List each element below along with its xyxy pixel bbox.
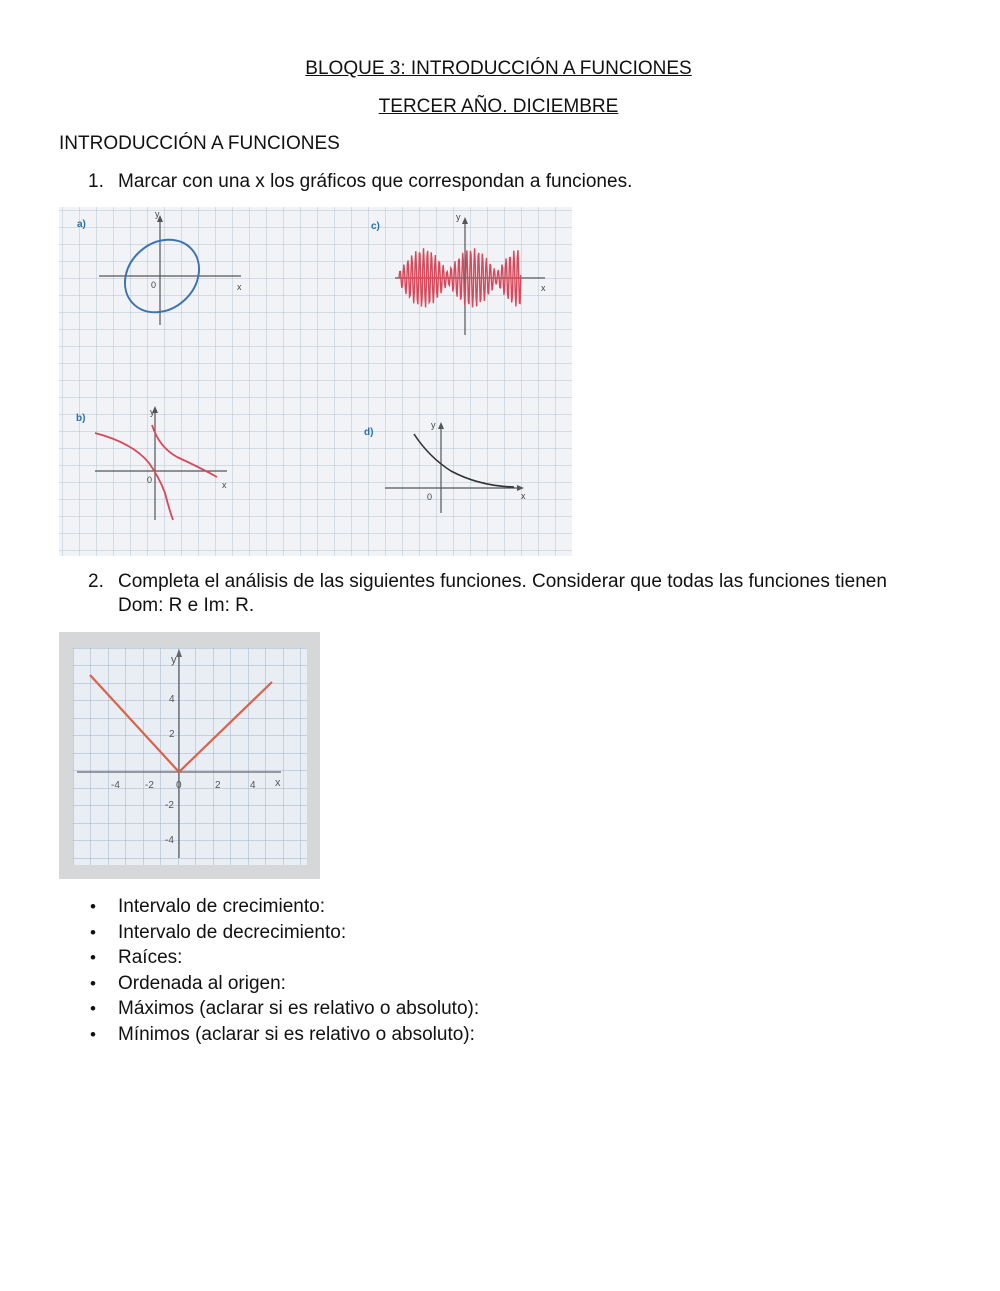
x-tick-label: 0 (176, 780, 182, 791)
abs-value-graph (59, 632, 320, 879)
analysis-item-label: Máximos (aclarar si es relativo o absoluto): (118, 998, 480, 1019)
analysis-item-label: Raíces: (118, 947, 183, 968)
y-tick-label: -2 (165, 800, 174, 811)
graph-c-y-label: y (456, 212, 461, 222)
x-tick-label: -4 (111, 780, 120, 791)
graph-a-origin: 0 (151, 280, 157, 290)
graph-b-origin: 0 (147, 475, 153, 485)
analysis-item-label: Intervalo de crecimiento: (118, 896, 325, 917)
exercise-1-number: 1. (88, 171, 104, 192)
graph-a-label: a) (77, 219, 86, 230)
analysis-item (90, 896, 325, 918)
analysis-item-label: Mínimos (aclarar si es relativo o absoluto): (118, 1023, 475, 1045)
graph-a-y-label: y (155, 209, 160, 219)
graphs-figure (59, 207, 572, 556)
graph-c-x-label: x (541, 283, 546, 293)
exercise-2-text-line-2: Dom: R e Im: R. (118, 595, 255, 616)
graph-b-x-label: x (222, 480, 227, 490)
exercise-2-number: 2. (88, 571, 104, 592)
bullet-icon: • (90, 999, 96, 1018)
graph-grid (73, 648, 307, 865)
x-axis-label: x (275, 777, 281, 789)
graph-d-x-label: x (521, 491, 526, 501)
graph-b-label: b) (76, 413, 86, 424)
y-tick-label: 2 (169, 729, 175, 740)
bullet-icon: • (90, 1024, 96, 1044)
analysis-item-label: Ordenada al origen: (118, 972, 286, 994)
analysis-item-label: Intervalo de decrecimiento: (118, 921, 347, 943)
x-tick-label: 2 (215, 780, 221, 791)
exercise-2-text-line-1: Completa el análisis de las siguientes funciones. Considerar que todas las funciones tienen (118, 571, 887, 592)
bullet-icon: • (90, 922, 96, 942)
analysis-item (90, 947, 183, 969)
grid-lines (59, 207, 572, 556)
bullet-icon: • (90, 948, 96, 967)
y-tick-label: -4 (165, 835, 174, 846)
exercise-1-text: Marcar con una x los gráficos que correspondan a funciones. (118, 171, 633, 192)
graph-a-x-label: x (237, 282, 242, 292)
graph-d-origin: 0 (427, 492, 433, 502)
page-subtitle: TERCER AÑO. DICIEMBRE (378, 96, 619, 117)
analysis-item (90, 1023, 475, 1046)
page-title: BLOQUE 3: INTRODUCCIÓN A FUNCIONES (305, 58, 692, 79)
bullet-icon: • (90, 973, 96, 993)
graph-b-y-label: y (150, 407, 155, 417)
x-tick-label: 4 (250, 780, 256, 791)
graph-d-label: d) (364, 427, 374, 438)
graph-c-label: c) (371, 221, 380, 232)
analysis-item (90, 921, 347, 944)
bullet-icon: • (90, 897, 96, 916)
analysis-item (90, 998, 480, 1020)
y-axis-label: y (171, 654, 177, 666)
y-tick-label: 4 (169, 694, 175, 705)
section-title: INTRODUCCIÓN A FUNCIONES (59, 133, 340, 154)
x-tick-label: -2 (145, 780, 154, 791)
analysis-item (90, 972, 286, 995)
graph-d-y-label: y (431, 420, 436, 430)
